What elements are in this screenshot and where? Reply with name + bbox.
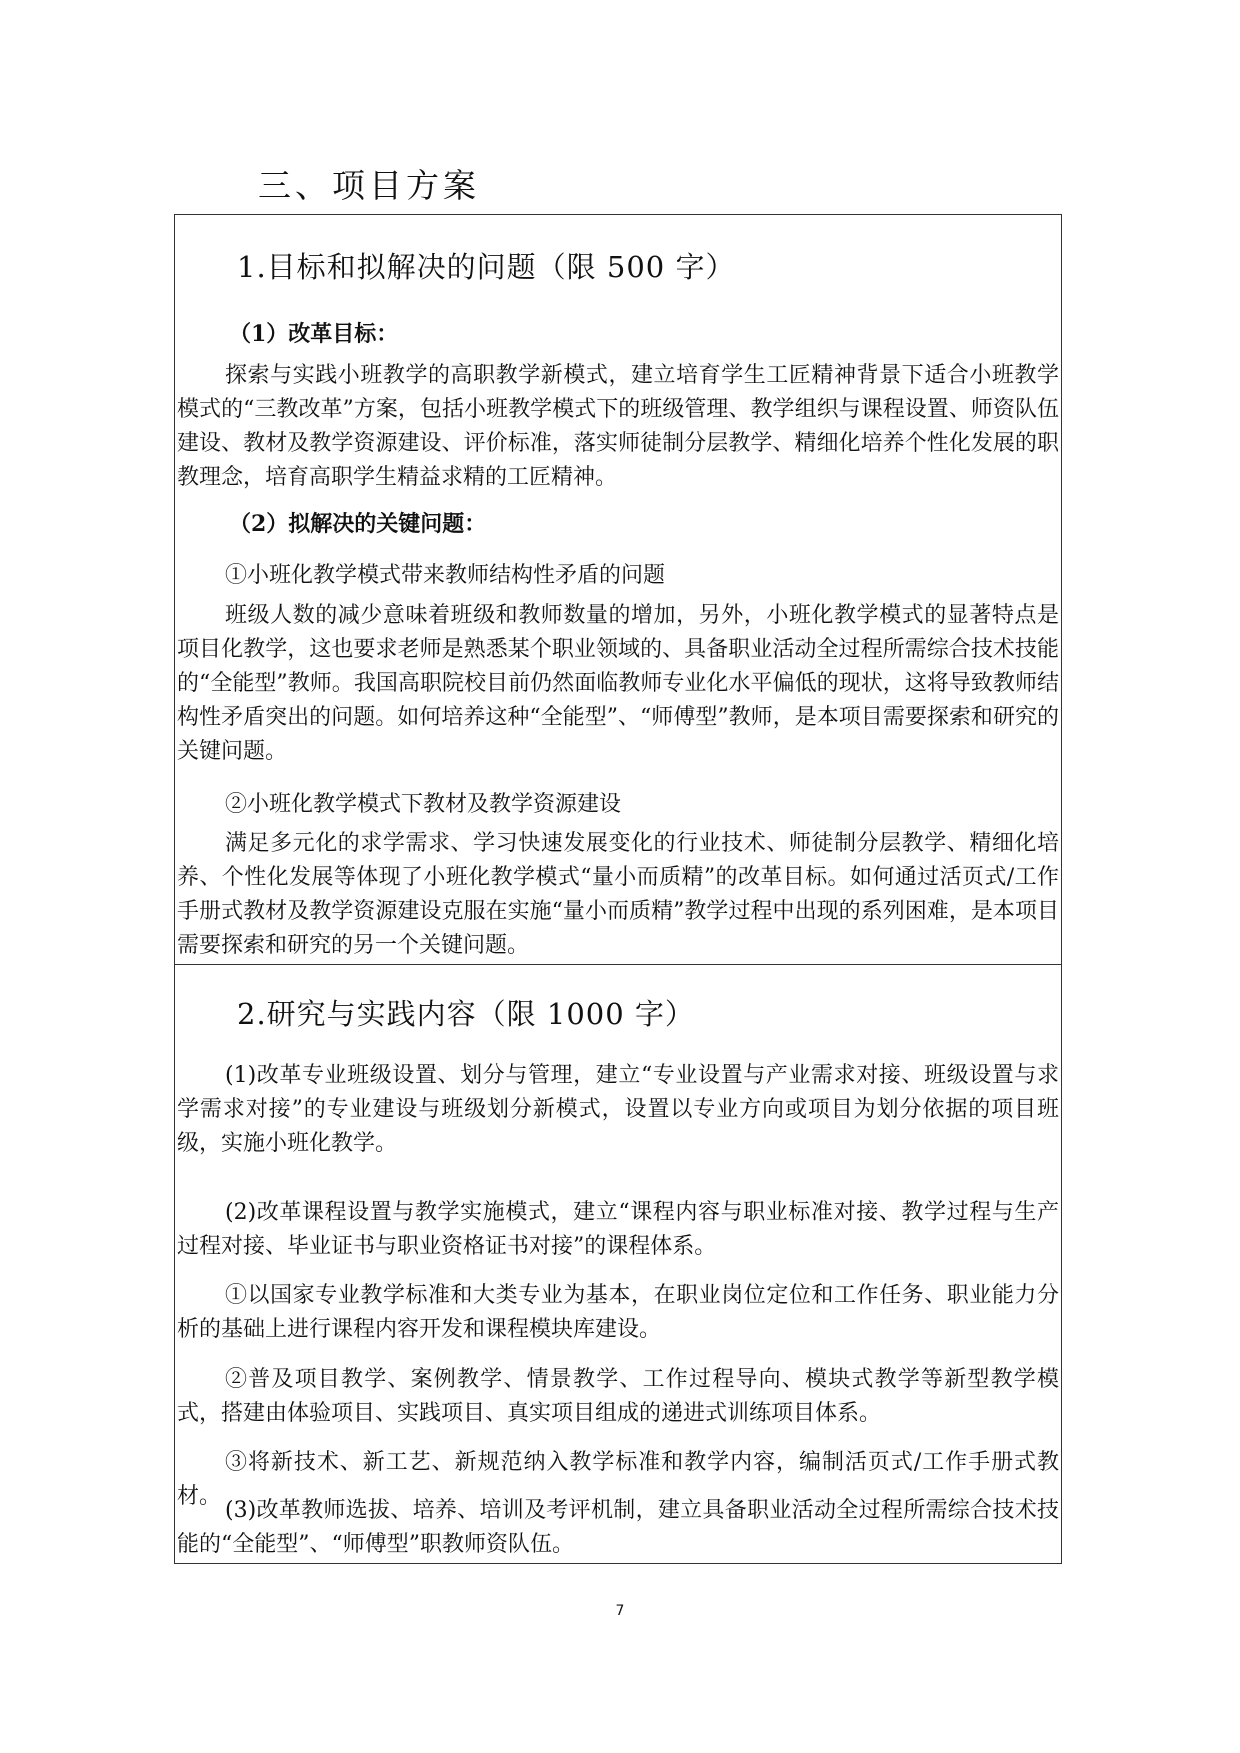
problem2-paragraph: 满足多元化的求学需求、学习快速发展变化的行业技术、师徒制分层教学、精细化培养、个性化发展等体现了小班化教学模式“量小而质精”的改革目标。如何通过活页式/工作手册式教材及教学资源建设克服在实施“量小而质精”教学过程中出现的系列困难，是本项目需要探索和研究的另一个关键问题。 (177, 831, 1059, 958)
reform-item-2c: ③将新技术、新工艺、新规范纳入教学标准和教学内容，编制活页式/工作手册式教材。 (177, 1450, 1059, 1509)
table-divider (175, 964, 1061, 965)
reform-item-3: (3)改革教师选拔、培养、培训及考评机制，建立具备职业活动全过程所需综合技术技能的“全能型”、“师傅型”职教师资队伍。 (177, 1498, 1059, 1557)
problems-heading: （2）拟解决的关键问题： (229, 511, 487, 537)
reform-item-2a: ①以国家专业教学标准和大类专业为基本，在职业岗位定位和工作任务、职业能力分析的基础上进行课程内容开发和课程模块库建设。 (177, 1283, 1059, 1342)
problem2-title: ②小班化教学模式下教材及教学资源建设 (225, 792, 622, 817)
part1-heading: 1.目标和拟解决的问题（限 500 字） (237, 250, 736, 284)
problem1-title: ①小班化教学模式带来教师结构性矛盾的问题 (225, 563, 666, 588)
part2-heading: 2.研究与实践内容（限 1000 字） (237, 997, 695, 1031)
goal-heading: （1）改革目标： (229, 321, 399, 347)
page-number: 7 (615, 1603, 625, 1619)
reform-item-2: (2)改革课程设置与教学实施模式，建立“课程内容与职业标准对接、教学过程与生产过程对接、毕业证书与职业资格证书对接”的课程体系。 (177, 1200, 1059, 1259)
reform-item-1: (1)改革专业班级设置、划分与管理，建立“专业设置与产业需求对接、班级设置与求学需求对接”的专业建设与班级划分新模式，设置以专业方向或项目为划分依据的项目班级，实施小班化教学。 (177, 1063, 1059, 1156)
section-title: 三、项目方案 (258, 166, 480, 205)
content-table (174, 214, 1062, 1564)
goal-paragraph: 探索与实践小班教学的高职教学新模式，建立培育学生工匠精神背景下适合小班教学模式的“三教改革”方案，包括小班教学模式下的班级管理、教学组织与课程设置、师资队伍建设、教材及教学资源建设、评价标准，落实师徒制分层教学、精细化培养个性化发展的职教理念，培育高职学生精益求精的工匠精神。 (177, 363, 1059, 490)
reform-item-2b: ②普及项目教学、案例教学、情景教学、工作过程导向、模块式教学等新型教学模式，搭建由体验项目、实践项目、真实项目组成的递进式训练项目体系。 (177, 1367, 1059, 1426)
problem1-paragraph: 班级人数的减少意味着班级和教师数量的增加，另外，小班化教学模式的显著特点是项目化教学，这也要求老师是熟悉某个职业领域的、具备职业活动全过程所需综合技术技能的“全能型”教师。我国高职院校目前仍然面临教师专业化水平偏低的现状，这将导致教师结构性矛盾突出的问题。如何培养这种“全能型”、“师傅型”教师，是本项目需要探索和研究的关键问题。 (177, 603, 1059, 764)
